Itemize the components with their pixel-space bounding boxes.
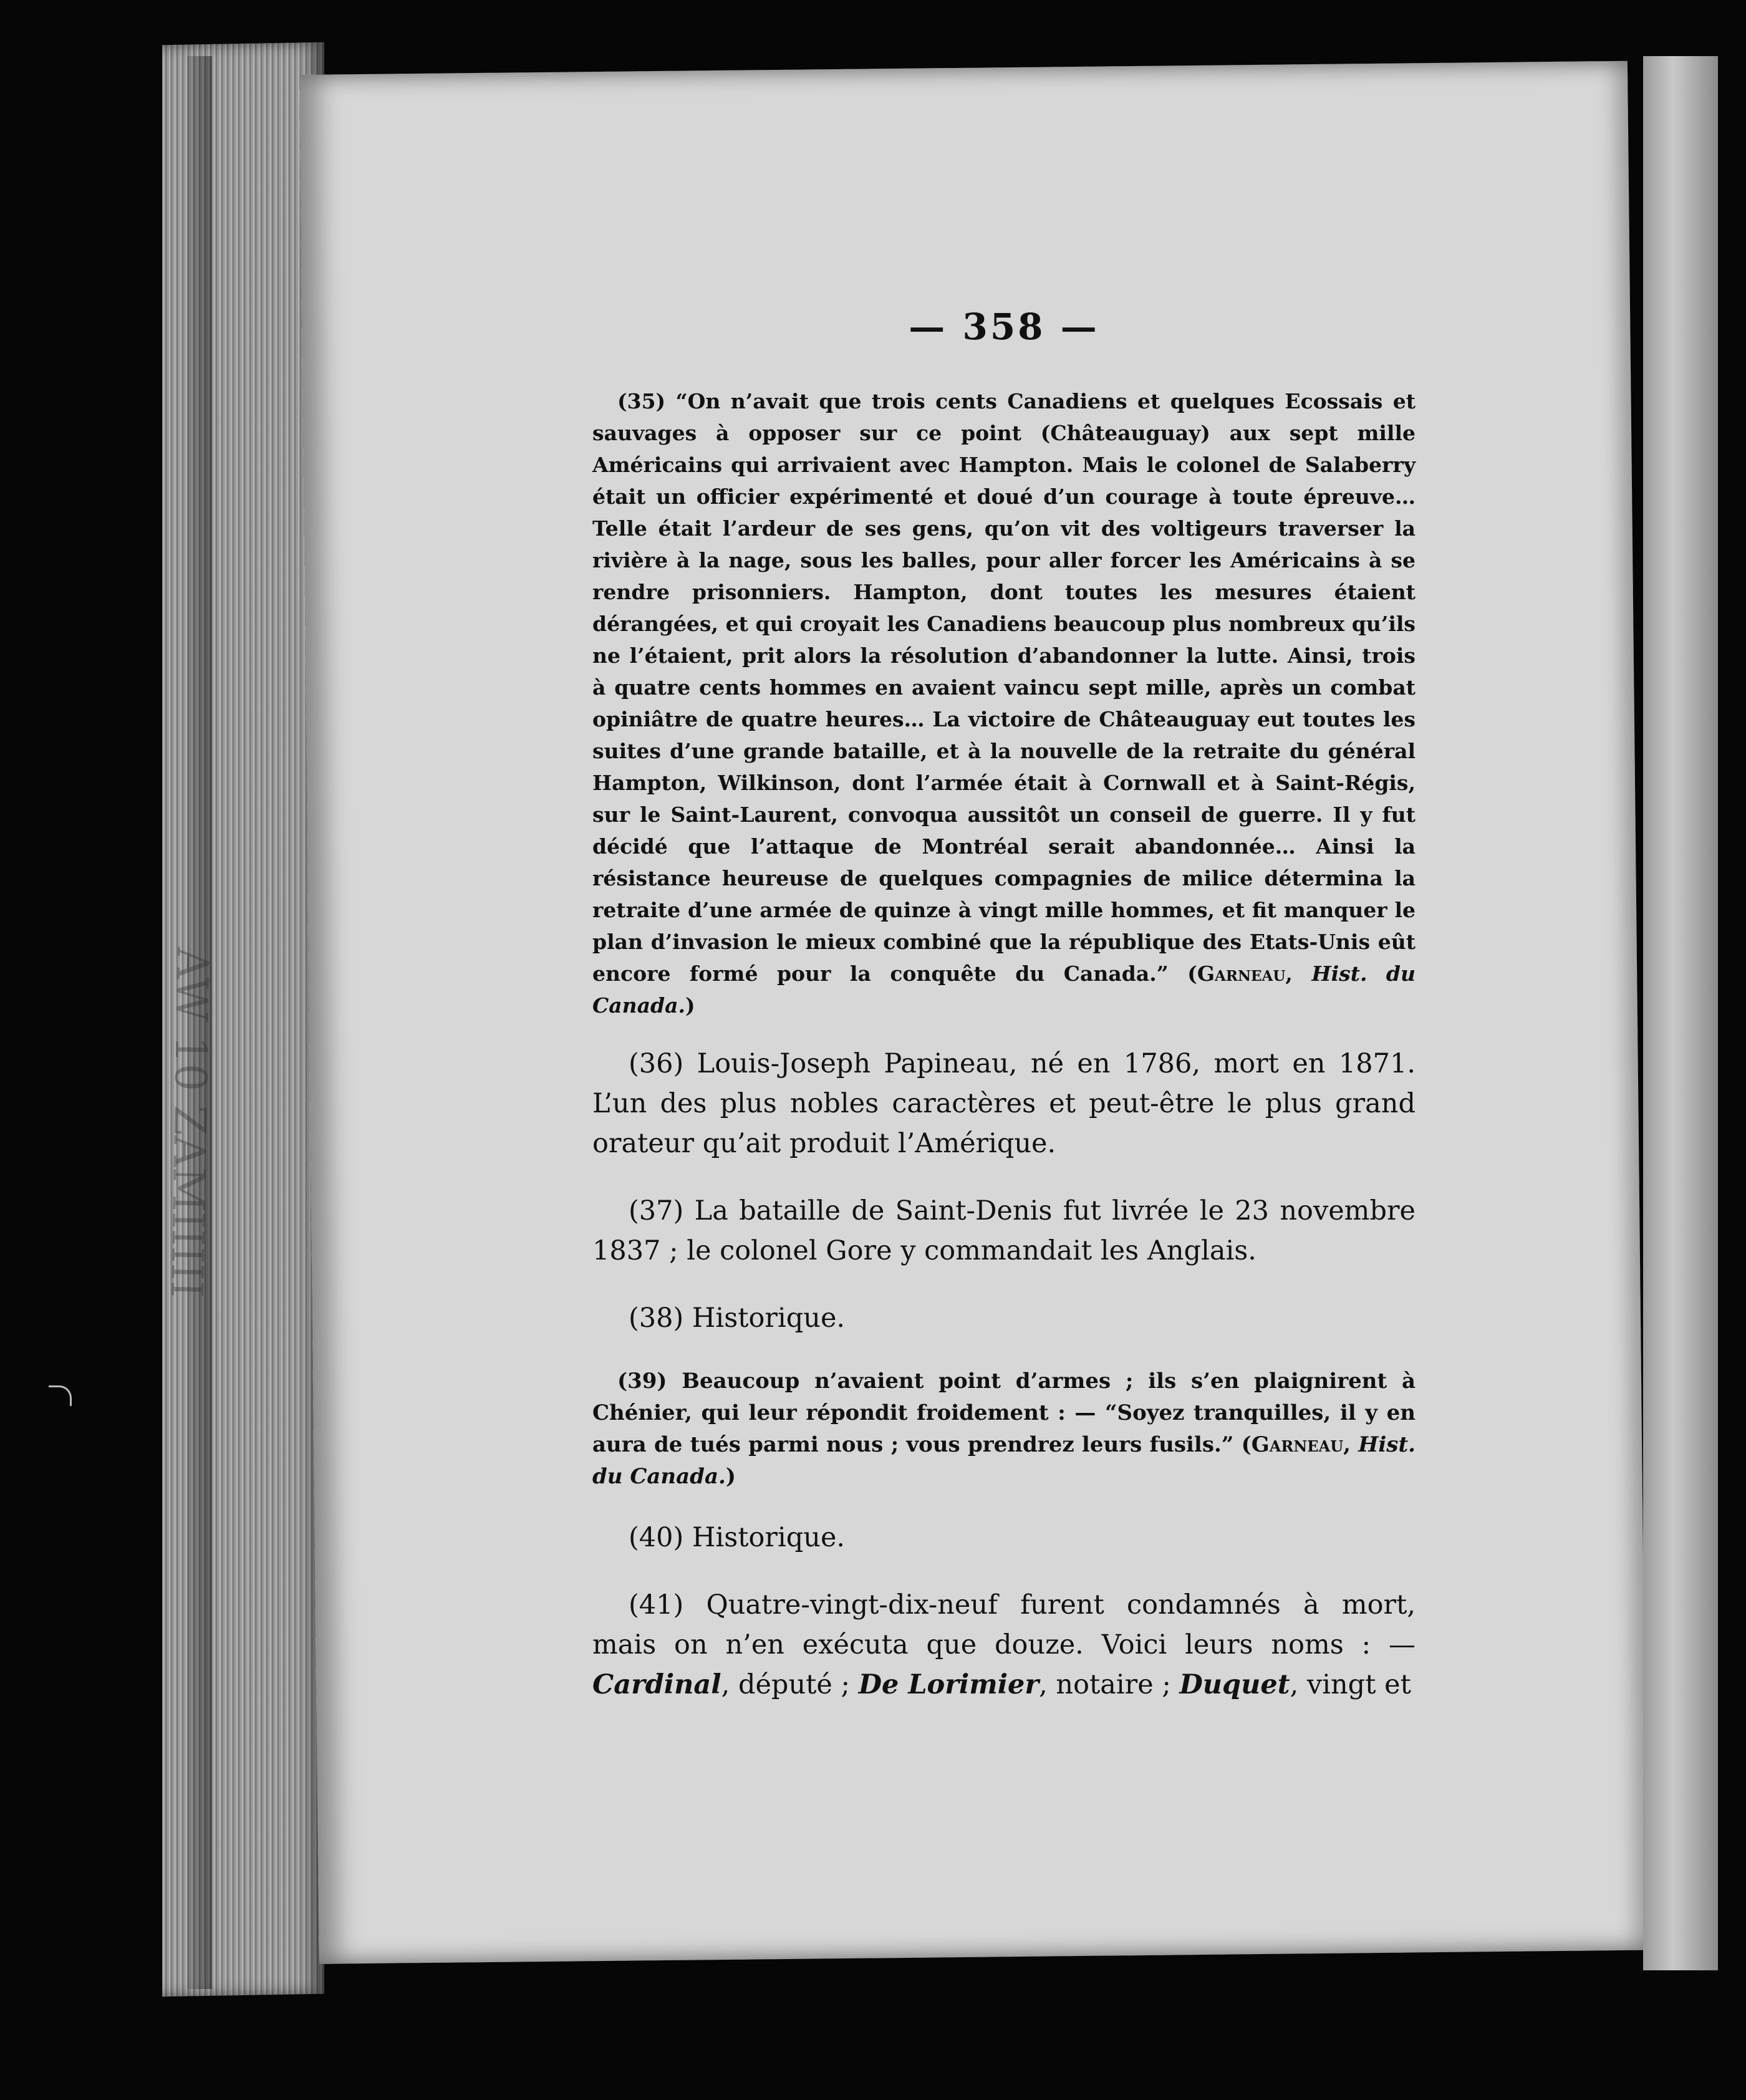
- note-35-lead: (35): [617, 389, 676, 413]
- facing-page-edge: [1643, 56, 1718, 1970]
- note-41: [592, 1585, 1416, 1705]
- note-39-sep: ,: [1343, 1432, 1359, 1457]
- note-35-author: Garneau: [1197, 961, 1286, 986]
- note-38: (38) Historique.: [629, 1303, 846, 1334]
- note-41-text-4: , vingt et: [1290, 1669, 1411, 1700]
- note-41-name-duquet: Duquet: [1179, 1669, 1290, 1700]
- note-39-text: (39) Beaucoup n’avaient point d’armes ; ils s’en plaignirent à Chénier, qui leur répondit froidement : — “Soyez tranquilles, il y en aura de tués parmi nous ; vous prendrez leurs fusils.” (: [592, 1369, 1416, 1457]
- note-40: (40) Historique.: [629, 1522, 846, 1553]
- note-35-work: Hist. du Canada.: [592, 961, 1416, 1018]
- note-37: (37) La bataille de Saint-Denis fut livrée le 23 novembre 1837 ; le colonel Gore y commandait les Anglais.: [592, 1195, 1416, 1266]
- note-35-sep: ,: [1285, 961, 1312, 986]
- note-41-text: (41) Quatre-vingt-dix-neuf furent condamnés à mort, mais on n’en exécuta que douze. Voici leurs noms : —: [592, 1589, 1416, 1660]
- note-35-close: ): [685, 993, 695, 1018]
- page-number: — 358 —: [909, 306, 1099, 348]
- note-39-work: Hist. du Canada.: [592, 1432, 1416, 1489]
- note-35-text: “On n’avait que trois cents Canadiens et quelques Ecossais et sauvages à opposer sur ce point (Châteauguay) aux sept mille Américains qui arrivaient avec Hampton. Mais le colonel de Salaberry était un officier expérimenté et doué d’un courage à toute épreuve… Telle était l’ardeur de ses gens, qu’on vit des voltigeurs traverser la rivière à la nage, sous les balles, pour aller forcer les Américains à se rendre prisonniers. Hampton, dont toutes les mesures étaient dérangées, et qui croyait les Canadiens beaucoup plus nombreux qu’ils ne l’étaient, prit alors la résolution d’abandonner la lutte. Ainsi, trois à quatre cents hommes en avaient vaincu sept mille, après un combat opiniâtre de quatre heures… La victoire de Châteauguay eut toutes les suites d’une grande bataille, et à la nouvelle de la retraite du général Hampton, Wilkinson, dont l’armée était à Cornwall et à Saint-Régis, sur le Saint-Laurent, convoqua aussitôt un conseil de guerre. Il y fut décidé que l’attaque de Montréal serait abandonnée… Ainsi la résistance heureuse de quelques compagnies de milice détermina la retraite d’une armée de quinze à vingt mille hommes, et fit manquer le plan d’invasion le mieux combiné que la république des Etats-Unis eût encore formé pour la conquête du Canada.” (: [592, 389, 1416, 986]
- note-41-name-cardinal: Cardinal: [592, 1669, 721, 1700]
- edge-stamp: AW: [165, 946, 218, 1023]
- note-41-text-3: , notaire ;: [1039, 1669, 1180, 1700]
- note-36: (36) Louis-Joseph Papineau, né en 1786, mort en 1871. L’un des plus nobles caractères et peut-être le plus grand orateur qu’ait produit l’Amérique.: [592, 1048, 1416, 1159]
- note-39: [592, 1365, 1416, 1493]
- note-39-close: ): [725, 1464, 736, 1489]
- note-41-text-2: , député ;: [721, 1669, 859, 1700]
- note-41-name-delorimier: De Lorimier: [858, 1669, 1039, 1700]
- scan-artifact-mark: [49, 1385, 72, 1406]
- note-39-author: Garneau: [1251, 1432, 1344, 1457]
- note-35: [592, 385, 1416, 1021]
- page-text: [592, 306, 1416, 1732]
